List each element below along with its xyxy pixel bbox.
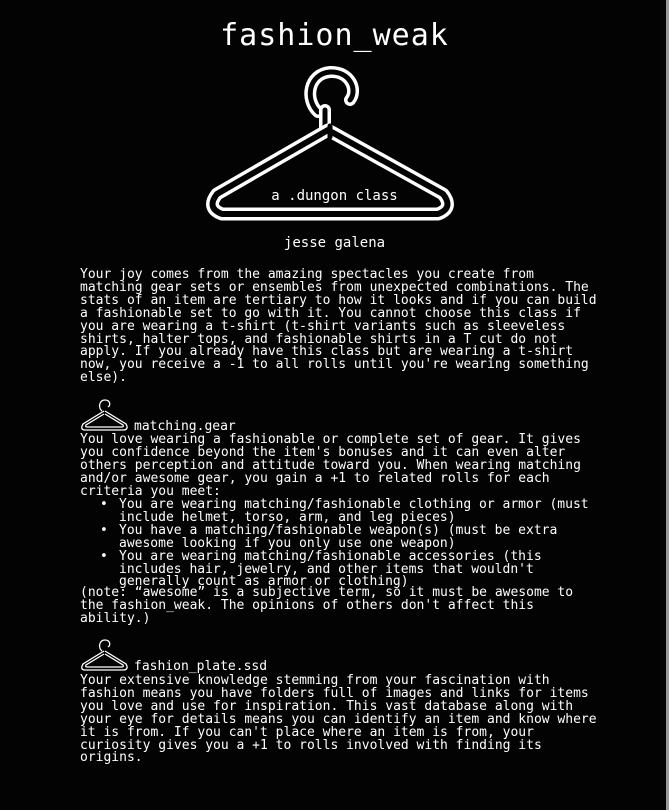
section-body: Your extensive knowledge stemming from your fascination with fashion means you have folders full of images and links for items you love and use for inspiration. This vast database along with your eye for details means you can identify an item and know where it is from. If you can't place where an item is from, your curiosity gives you a +1 to rolls involved with finding its origins. bbox=[80, 673, 605, 766]
list-item: • You have a matching/fashionable weapon(s) (must be extra awesome looking if you only use one weapon) bbox=[80, 525, 600, 551]
section-heading-matching-gear bbox=[80, 397, 380, 433]
section-title: matching.gear bbox=[134, 419, 236, 434]
document-title: fashion_weak bbox=[220, 18, 449, 53]
hanger-icon bbox=[80, 397, 130, 433]
section-note: (note: “awesome” is a subjective term, so it must be awesome to the fashion_weak. The opinions of others don't affect this ability.) bbox=[80, 585, 581, 626]
list-item: • You are wearing matching/fashionable clothing or armor (must include helmet, torso, arm, and leg pieces) bbox=[80, 499, 600, 525]
section-heading-fashion-plate bbox=[80, 637, 380, 673]
hanger-logo-icon bbox=[200, 62, 470, 232]
hanger-icon bbox=[80, 637, 130, 673]
intro-paragraph: Your joy comes from the amazing spectacles you create from matching gear sets or ensembles from unexpected combinations. The stats of an item are tertiary to how it looks and if you can build a fashionable set to go with it. You cannot choose this class if you are wearing a t-shirt (t-shirt variants such as sleeveless shirts, halter tops, and fashionable shirts in a T cut do not apply. If you already have this class but are wearing a t-shirt now, you receive a -1 to all rolls until you're wearing something else). bbox=[80, 267, 605, 386]
section-body: You love wearing a fashionable or complete set of gear. It gives you confidence beyond the item's bonuses and it can even alter others perception and attitude toward you. When wearing matching and/or awesome gear, you gain a +1 to related rolls for each criteria you meet: bbox=[80, 432, 589, 499]
document-subtitle: a .dungon class bbox=[271, 188, 398, 204]
section-title: fashion_plate.ssd bbox=[134, 659, 268, 674]
criteria-list bbox=[80, 499, 600, 589]
list-item: • You are wearing matching/fashionable accessories (this includes hair, jewelry, and other items that wouldn't generally count as armor or clothing) bbox=[80, 551, 600, 590]
author-name: jesse galena bbox=[283, 235, 386, 251]
